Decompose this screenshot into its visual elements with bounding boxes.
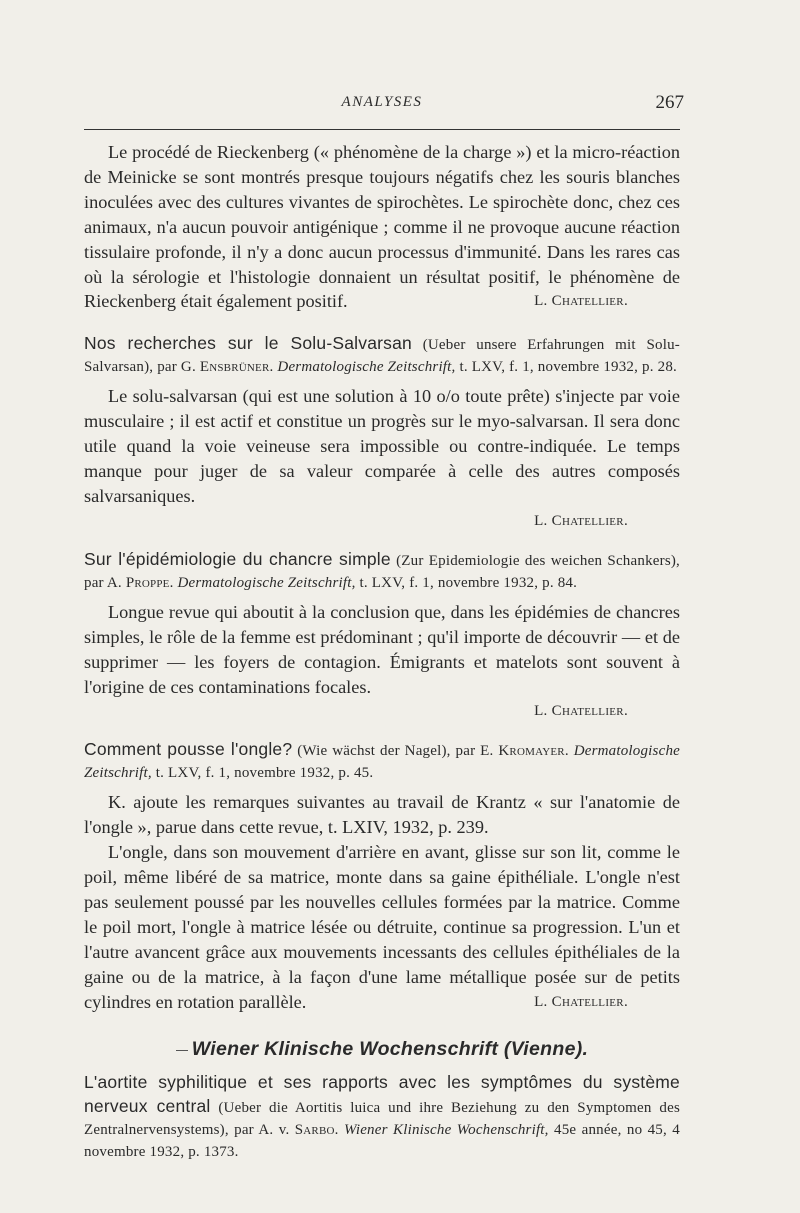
entry-reference: Comment pousse l'ongle? (Wie wächst der Nagel), par E. Kromayer. Dermatologische Zeitschrift, t. LXV, f. 1, novembre 1932, p. 45.: [84, 739, 681, 782]
entry-title: L'aortite syphilitique et ses rapports avec les symptômes du système nerveux central: [84, 1072, 680, 1117]
review-entry: [84, 548, 680, 725]
review-entry: [84, 738, 680, 1014]
entry-text: L'ongle, dans son mouvement d'arrière en avant, glisse sur son lit, comme le poil, même libéré de sa matrice, monte dans sa gaine épithéliale. L'ongle n'est pas seulement poussé par les nouvelles cellules formées par la matrice. Comme le poil mort, l'ongle à matrice lésée ou détruite, continue sa progression. L'un et l'autre avancent grâce aux mouvements incessants des cellules épithéliales de la gaine ou de la matrice, à la façon d'une lame métallique posée sur de petits cylindres en rotation parallèle.: [84, 842, 680, 1012]
journal-heading: Wiener Klinische Wochenschrift (Vienne).: [84, 1038, 680, 1061]
entry-author: Proppe.: [125, 574, 174, 591]
entry-text: Le solu-salvarsan (qui est une solution à 10 o/o toute prête) s'injecte par voie musculaire ; il est actif et constitue un progrès sur le myo-salvarsan. Il sera donc utile quand la voie veineuse sera impossible ou contre-indiquée. Le temps manque pour juger de sa valeur comparée à celle des autres composés salvarsaniques.: [84, 386, 680, 506]
entry-reference: Nos recherches sur le Solu-Salvarsan (Ueber unsere Erfahrungen mit Solu-Salvarsan), par G. Ensbrüner. Dermatologische Zeitschrift, t. LXV, f. 1, novembre 1932, p. 28.: [84, 333, 680, 376]
intro-text: Le procédé de Rieckenberg (« phénomène de la charge ») et la micro-réaction de Meinicke se sont montrés presque toujours négatifs chez les souris blanches inoculées avec des cultures vivantes de spirochètes. Le spirochète donc, chez ces animaux, n'a aucun pouvoir antigénique ; comme il ne provoque aucune réaction tissulaire profonde, il n'y a donc aucun processus d'immunité. Dans les rares cas où la sérologie et l'histologie donnaient un résultat positif, le phénomène de Rieckenberg était également positif.: [84, 142, 680, 312]
entry-journal: Dermatologische Zeitschrift,: [84, 743, 681, 782]
entry-author: Sarbo.: [294, 1122, 339, 1139]
entry-title: Comment pousse l'ongle?: [84, 739, 293, 760]
entry-journal: Dermatologische Zeitschrift,: [177, 574, 356, 591]
header-rule: [84, 129, 680, 130]
review-entry: [84, 332, 680, 533]
entry-text: Longue revue qui aboutit à la conclusion que, dans les épidémies de chancres simples, le rôle de la femme est prédominant ; qu'il importe de découvrir — et de supprimer — les foyers de contagion. Émigrants et matelots sont souvent à l'origine de ces contaminations focales.: [84, 601, 680, 697]
entry-reference: Sur l'épidémiologie du chancre simple (Zur Epidemiologie des weichen Schankers), par A. Proppe. Dermatologische Zeitschrift, t. LXV, f. 1, novembre 1932, p. 84.: [84, 548, 681, 591]
entry-signature: L. Chatellier.: [534, 993, 628, 1010]
entry-title: Nos recherches sur le Solu-Salvarsan: [84, 333, 412, 354]
intro-signature: L. Chatellier.: [534, 293, 628, 310]
running-head: [84, 92, 684, 116]
entry-author: Kromayer.: [498, 743, 569, 760]
entry-journal: Dermatologische Zeitschrift,: [277, 359, 456, 376]
intro-paragraph: [84, 140, 680, 314]
entry-author: Ensbrüner.: [199, 359, 274, 376]
entry-reference: L'aortite syphilitique et ses rapports avec les symptômes du système nerveux central (Ueber die Aortitis luica und ihre Beziehung zu den Symptomen des Zentralnervensystems), par A. v. Sarbo. Wiener Klinische Wochenschrift, 45e année, no 45, 4 novembre 1932, p. 1373.: [84, 1072, 681, 1161]
entry-journal: Wiener Klinische Wochenschrift,: [343, 1122, 549, 1139]
entry-signature: L. Chatellier.: [534, 703, 628, 720]
page-number: 267: [655, 92, 684, 113]
entry-title: Sur l'épidémiologie du chancre simple: [84, 548, 391, 569]
entry-text: K. ajoute les remarques suivantes au travail de Krantz « sur l'anatomie de l'ongle », parue dans cette revue, t. LXIV, 1932, p. 239.: [84, 792, 680, 838]
entry-signature: L. Chatellier.: [534, 512, 628, 529]
page-content: [84, 140, 680, 1169]
heading-underline-mark: [176, 1050, 188, 1051]
review-entry: [84, 1071, 680, 1163]
running-title: ANALYSES: [341, 94, 423, 110]
